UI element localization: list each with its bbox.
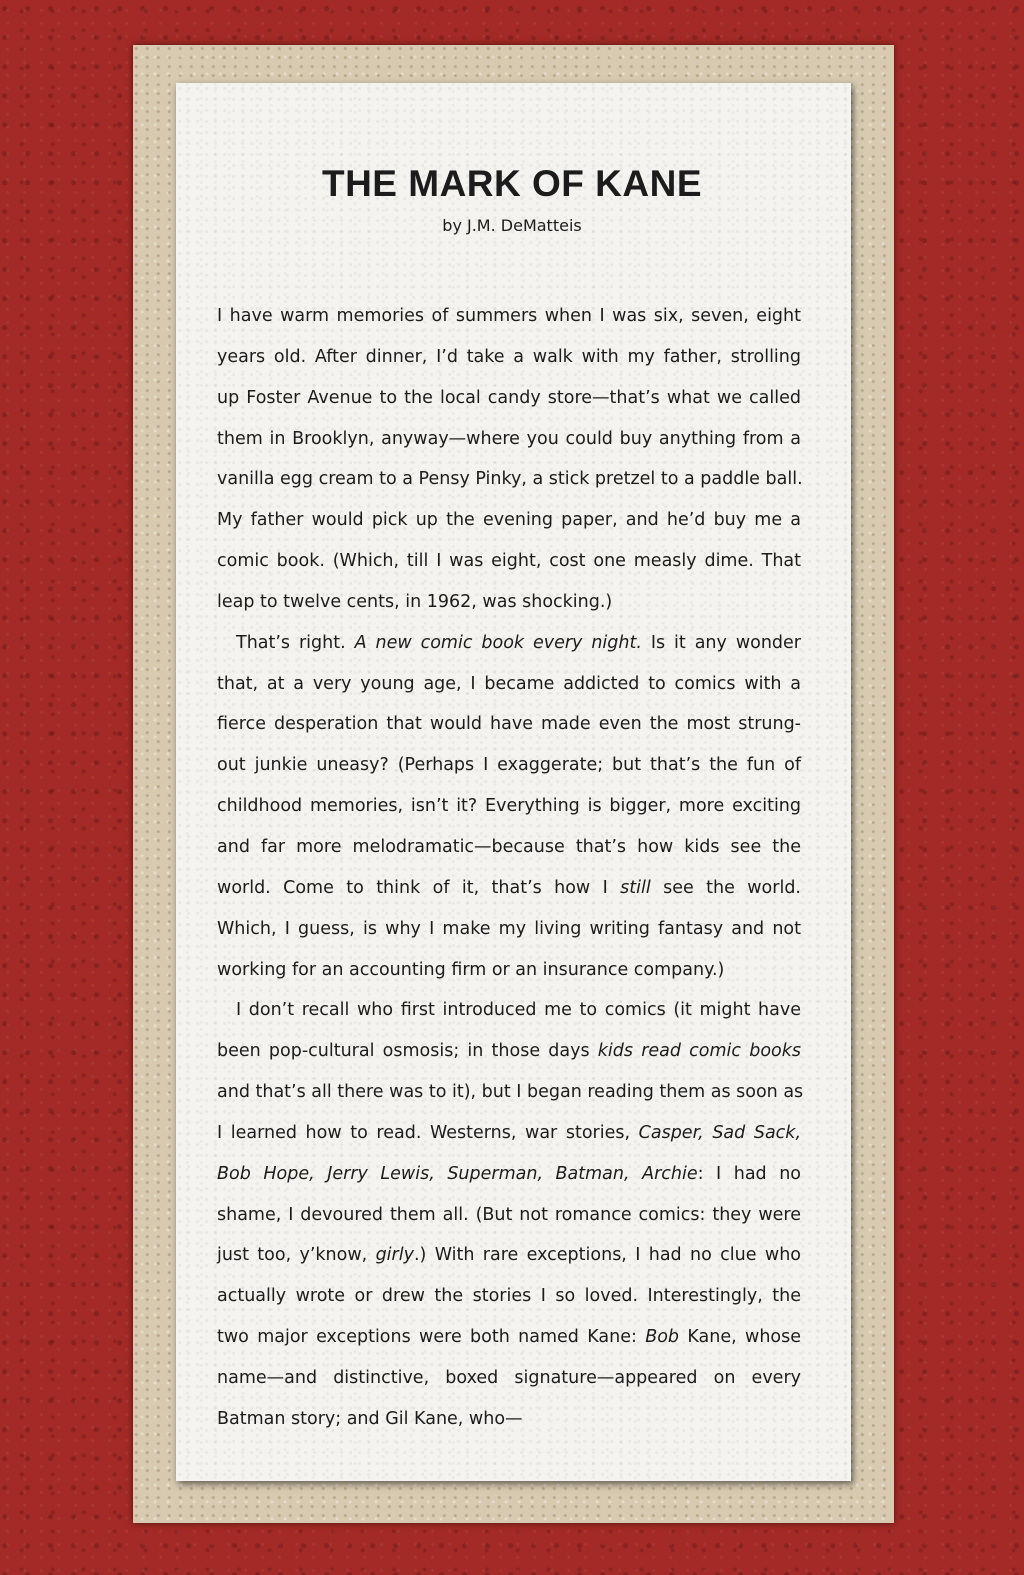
text-run: leap to twelve cents, in 1962, was shocking.) [217,591,613,612]
text-run: shame, I devoured them all. (But not romance comics: they were [217,1204,801,1225]
text-run: Kane, whose [679,1327,802,1348]
text-line [217,500,801,541]
text-run: Batman story; and Gil Kane, who— [217,1408,523,1429]
text-line [217,1317,801,1358]
article-title: THE MARK OF KANE [321,163,703,204]
text-run: working for an accounting firm or an insurance company.) [217,959,725,980]
italic-run: A new comic book every night. [354,632,642,653]
text-run: out junkie uneasy? (Perhaps I exaggerate; but that’s the fun of [217,755,801,776]
text-run: that, at a very young age, I became addicted to comics with a [217,673,801,694]
text-line [217,827,801,868]
text-line [217,868,801,909]
text-run: actually wrote or drew the stories I so loved. Interestingly, the [217,1286,801,1307]
text-line [217,337,801,378]
text-run: That’s right. [236,632,355,653]
text-line [217,1235,801,1276]
text-run: My father would pick up the evening paper, and he’d buy me a [217,510,801,531]
text-line [217,419,801,460]
article-byline: by J.M. DeMatteis [442,216,582,235]
text-run: comic book. (Which, till I was eight, cost one measly dime. That [217,551,801,572]
text-run: Which, I guess, is why I make my living writing fantasy and not [217,918,801,939]
text-line [217,990,801,1031]
text-run: two major exceptions were both named Kane: [217,1327,646,1348]
text-run: them in Brooklyn, anyway—where you could buy anything from a [217,428,801,449]
italic-run: kids read comic books [597,1041,801,1062]
text-line [217,909,801,950]
text-line [217,745,801,786]
text-run: childhood memories, isn’t it? Everything is bigger, more exciting [217,796,801,817]
italic-run: Bob [645,1327,680,1348]
text-line [217,459,801,500]
text-line [217,1399,801,1440]
text-line [217,1154,801,1195]
text-line [217,1031,801,1072]
text-run: up Foster Avenue to the local candy store—that’s what we called [217,387,801,408]
text-run: name—and distinctive, boxed signature—appeared on every [217,1367,801,1388]
text-line [217,704,801,745]
paragraph [217,990,804,1439]
text-line [217,950,801,991]
text-run: I learned how to read. Westerns, war stories, [217,1122,639,1143]
text-run: just too, y’know, [217,1245,376,1266]
italic-run: still [620,877,651,898]
text-run: been pop-cultural osmosis; in those days [217,1041,598,1062]
text-run: years old. After dinner, I’d take a walk with my father, strolling [217,346,801,367]
text-line [217,1276,801,1317]
text-run: vanilla egg cream to a Pensy Pinky, a stick pretzel to a paddle ball. [217,469,803,490]
text-line [217,296,801,337]
text-line [217,664,801,705]
text-run: see the world. [650,877,801,898]
italic-run: Casper, Sad Sack, [638,1122,802,1143]
paragraph [217,623,801,991]
text-run: world. Come to think of it, that’s how I [217,877,621,898]
text-run: Is it any wonder [641,632,801,653]
text-line [217,582,801,623]
text-line [217,1113,801,1154]
text-line [217,786,801,827]
text-line [217,1358,801,1399]
text-run: and far more melodramatic—because that’s how kids see the [217,836,801,857]
text-run: : I had no [697,1163,801,1184]
text-run: fierce desperation that would have made even the most strung- [217,714,801,735]
text-line [217,378,801,419]
text-line [217,1072,804,1113]
article-body [217,296,804,1440]
italic-run: girly [375,1245,414,1266]
text-line [217,541,801,582]
text-line [217,623,801,664]
italic-run: Bob Hope, Jerry Lewis, Superman, Batman, Archie [217,1163,698,1184]
text-run: I have warm memories of summers when I was six, seven, eight [217,306,801,326]
text-line [217,1195,801,1236]
text-run: I don’t recall who first introduced me to comics (it might have [236,1000,801,1021]
paragraph [217,296,801,623]
text-run: .) With rare exceptions, I had no clue who [413,1245,801,1266]
text-run: and that’s all there was to it), but I began reading them as soon as [217,1082,804,1103]
